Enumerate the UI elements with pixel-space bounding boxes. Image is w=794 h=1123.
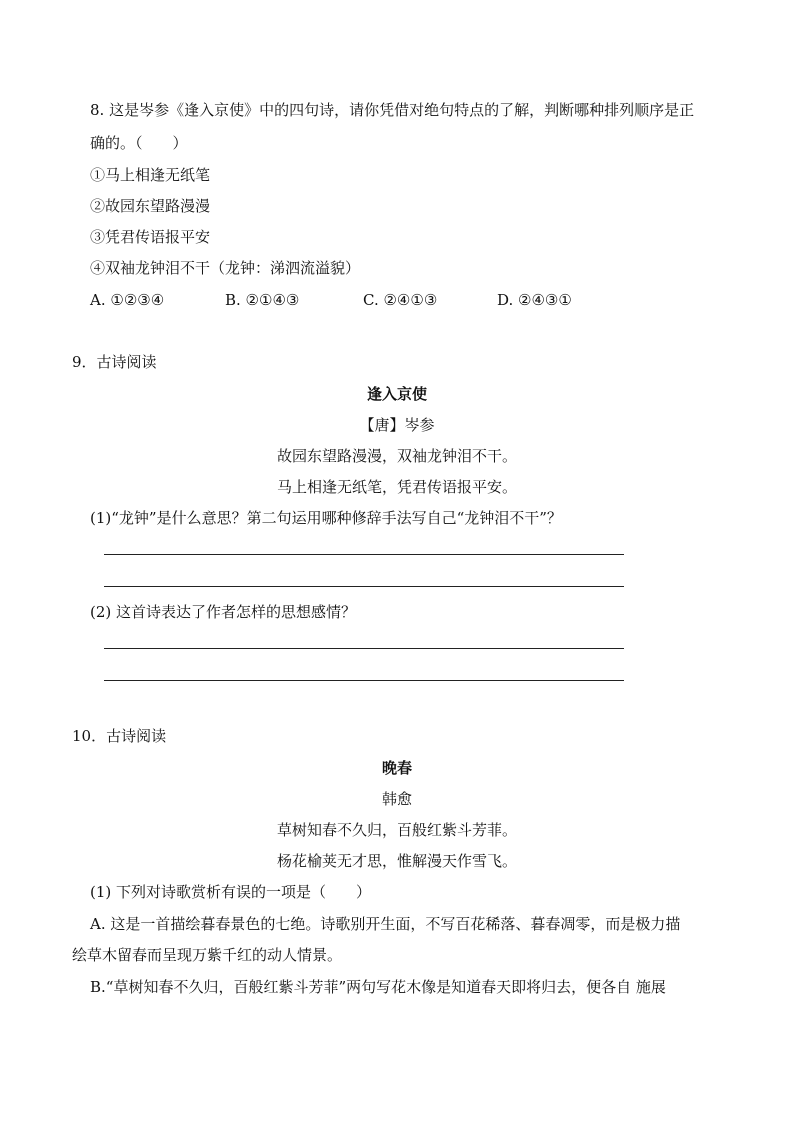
- q8-option-a: A. ①②③④: [90, 291, 165, 309]
- q10-verse-1: 草树知春不久归，百般红紫斗芳菲。: [276, 821, 517, 839]
- q8-stem-line1: 8. 这是岑参《逢入京使》中的四句诗，请你凭借对绝句特点的了解，判断哪种排列顺序是正: [90, 101, 695, 119]
- q10-option-a-line2: 绘草木留春而呈现万紫千红的动人情景。: [72, 946, 343, 964]
- q9-heading: 9．古诗阅读: [72, 353, 157, 371]
- q9-poem-author: 【唐】岑参: [359, 416, 435, 434]
- q8-option-b: B. ②①④③: [225, 291, 300, 309]
- q9-verse-2: 马上相逢无纸笔，凭君传语报平安。: [276, 478, 517, 496]
- q10-option-a-line1: A. 这是一首描绘暮春景色的七绝。诗歌别开生面，不写百花稀落、暮春凋零，而是极力描: [90, 915, 681, 933]
- q8-option-c: C. ②④①③: [363, 291, 438, 309]
- q8-line-2: ②故园东望路漫漫: [90, 197, 211, 215]
- q9-verse-1: 故园东望路漫漫，双袖龙钟泪不干。: [276, 447, 517, 465]
- answer-line[interactable]: [104, 554, 624, 555]
- q9-subquestion-1: (1)“龙钟”是什么意思？第二句运用哪种修辞手法写自己“龙钟泪不干”？: [90, 509, 562, 527]
- q8-line-1: ①马上相逢无纸笔: [90, 166, 211, 184]
- answer-line[interactable]: [104, 586, 624, 587]
- q8-line-4: ④双袖龙钟泪不干（龙钟：涕泗流溢貌）: [90, 259, 361, 277]
- q8-stem-line2: 确的。（ ）: [90, 134, 188, 152]
- q10-heading: 10．古诗阅读: [72, 727, 167, 745]
- q10-poem-title: 晚春: [381, 759, 412, 777]
- q9-poem-title: 逢入京使: [366, 385, 427, 403]
- q10-option-b-line1: B.“草树知春不久归，百般红紫斗芳菲”两句写花木像是知道春天即将归去，便各自 施展: [90, 978, 666, 996]
- q9-subquestion-2: (2) 这首诗表达了作者怎样的思想感情？: [90, 603, 357, 621]
- q8-option-d: D. ②④③①: [497, 291, 572, 309]
- q10-subquestion-1: (1) 下列对诗歌赏析有误的一项是（ ）: [90, 883, 372, 901]
- q10-verse-2: 杨花榆荚无才思，惟解漫天作雪飞。: [276, 852, 517, 870]
- answer-line[interactable]: [104, 680, 624, 681]
- q10-poem-author: 韩愈: [381, 790, 412, 808]
- answer-line[interactable]: [104, 648, 624, 649]
- q8-line-3: ③凭君传语报平安: [90, 228, 211, 246]
